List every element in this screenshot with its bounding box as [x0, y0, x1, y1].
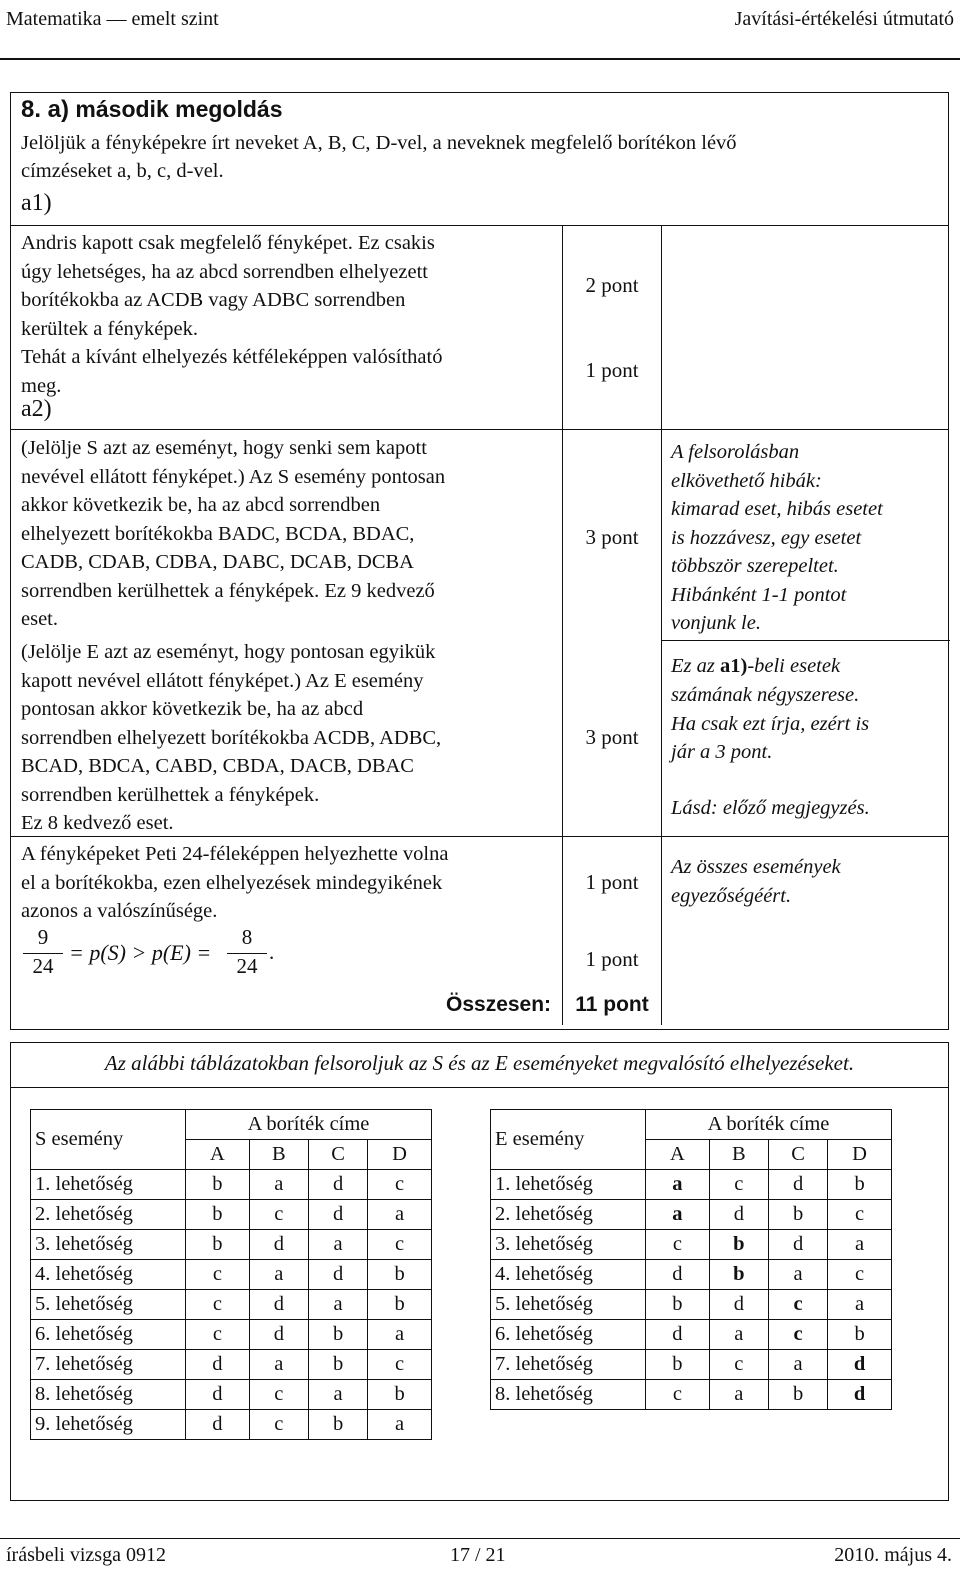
table-cell: d [768, 1170, 827, 1200]
text-line: kimarad eset, hibás esetet [671, 498, 883, 520]
total-points: 11 pont [575, 993, 649, 1016]
column-header: C [308, 1140, 367, 1170]
text-line: Ez 8 kedvező eset. [21, 812, 174, 834]
table-cell: c [646, 1230, 710, 1260]
note-text: Ez az [671, 655, 720, 677]
row-label: 9. lehetőség [31, 1410, 186, 1440]
table-cell: d [646, 1320, 710, 1350]
text-line: elhelyezett borítékokba BADC, BCDA, BDAC, [21, 522, 415, 545]
table-cell: c [768, 1290, 827, 1320]
footer-page-number: 17 / 21 [450, 1544, 506, 1566]
text-line: jár a 3 pont. [671, 741, 773, 763]
table-cell: c [186, 1320, 250, 1350]
text-line: el a borítékokba, ezen elhelyezések mindegyikének [21, 871, 443, 894]
table-cell: b [368, 1380, 432, 1410]
table-row [491, 1290, 892, 1320]
text-line: egyezőségéért. [671, 884, 792, 907]
text-line: vonjunk le. [671, 612, 761, 634]
table-cell: b [186, 1170, 250, 1200]
table-row [31, 1200, 432, 1230]
column-header: D [828, 1140, 892, 1170]
text-line: Hibánként 1-1 pontot [671, 583, 847, 606]
table-cell: b [308, 1410, 367, 1440]
text-line: is hozzávesz, egy esetet [671, 526, 862, 549]
table-row [491, 1350, 892, 1380]
table-cell: a [646, 1200, 710, 1230]
text-line: pontosan akkor következik be, ha az abcd [21, 698, 364, 720]
table-cell: c [186, 1290, 250, 1320]
table-cell: c [368, 1170, 432, 1200]
row-label: 2. lehetőség [31, 1200, 186, 1230]
points-peti: 1 pont [585, 870, 639, 894]
text-line: úgy lehetséges, ha az abcd sorrendben elhelyezett [21, 260, 428, 283]
table-cell: d [828, 1350, 892, 1380]
column-group-header: A boríték címe [186, 1110, 432, 1140]
row-label: 6. lehetőség [31, 1320, 186, 1350]
table-cell: a [828, 1290, 892, 1320]
table-cell: a [308, 1230, 367, 1260]
formula-period: . [269, 940, 275, 964]
text-line: többször szerepeltet. [671, 555, 839, 577]
table-cell: b [768, 1200, 827, 1230]
table-cell: b [308, 1350, 367, 1380]
text-line: kapott nevével ellátott fényképet.) Az E esemény [21, 669, 424, 692]
table-row [31, 1260, 432, 1290]
text-line: Andris kapott csak megfelelő fényképet. Ez csakis [21, 232, 435, 254]
summary-rule [11, 1087, 948, 1088]
table-cell: c [709, 1350, 768, 1380]
e-event-table [490, 1109, 892, 1410]
text-line: sorrendben kerülhettek a fényképek. [21, 783, 320, 806]
row-label: 1. lehetőség [491, 1170, 646, 1200]
table-row [491, 1230, 892, 1260]
table-cell: a [308, 1380, 367, 1410]
numerator: 8 [241, 925, 253, 949]
table-row [491, 1320, 892, 1350]
table-cell: d [186, 1380, 250, 1410]
column-header: B [709, 1140, 768, 1170]
table-cell: b [186, 1230, 250, 1260]
text-line: Az összes események [671, 856, 841, 878]
text-line: borítékokba az ACDB vagy ADBC sorrendben [21, 289, 406, 311]
table-row [31, 1380, 432, 1410]
points-formula: 1 pont [585, 947, 639, 971]
row-label: 3. lehetőség [31, 1230, 186, 1260]
points-e-event: 3 pont [585, 725, 639, 749]
footer-exam-code: írásbeli vizsga 0912 [6, 1544, 166, 1566]
points-s-event: 3 pont [585, 525, 639, 549]
row-label: 5. lehetőség [31, 1290, 186, 1320]
table-cell: c [709, 1170, 768, 1200]
table-cell: c [768, 1320, 827, 1350]
table-cell: a [368, 1410, 432, 1440]
row-divider [11, 429, 948, 430]
table-title: S esemény [31, 1110, 186, 1170]
table-cell: a [249, 1350, 308, 1380]
header-guide-title: Javítási-értékelési útmutató [734, 8, 954, 30]
row-label: 3. lehetőség [491, 1230, 646, 1260]
table-cell: a [308, 1290, 367, 1320]
fraction-8-24 [227, 925, 267, 979]
section-title [21, 95, 283, 125]
table-cell: c [368, 1350, 432, 1380]
table-cell: b [646, 1350, 710, 1380]
denominator: 24 [227, 953, 267, 979]
row-label: 1. lehetőség [31, 1170, 186, 1200]
table-cell: d [249, 1320, 308, 1350]
table-cell: b [368, 1260, 432, 1290]
table-cell: b [709, 1260, 768, 1290]
text-line: sorrendben kerülhettek a fényképek. Ez 9 kedvező [21, 579, 435, 602]
table-row [31, 1410, 432, 1440]
table-cell: b [768, 1380, 827, 1410]
table-cell: c [249, 1200, 308, 1230]
table-cell: a [249, 1170, 308, 1200]
note-text: -beli esetek [747, 655, 841, 677]
text-line: akkor következik be, ha az abcd sorrendben [21, 494, 381, 516]
footer-date: 2010. május 4. [834, 1544, 952, 1566]
header-subject: Matematika — emelt szint [6, 8, 219, 30]
table-cell: c [186, 1260, 250, 1290]
table-cell: a [709, 1380, 768, 1410]
table-cell: d [646, 1260, 710, 1290]
table-cell: c [249, 1410, 308, 1440]
text-line: eset. [21, 608, 58, 630]
text-line: A fényképeket Peti 24-féleképpen helyezhette volna [21, 843, 449, 865]
table-cell: c [249, 1380, 308, 1410]
note-divider [661, 640, 950, 641]
table-cell: c [368, 1230, 432, 1260]
table-cell: d [828, 1380, 892, 1410]
solution-box [10, 92, 949, 1030]
table-cell: c [646, 1380, 710, 1410]
column-header: D [368, 1140, 432, 1170]
denominator: 24 [23, 953, 63, 979]
row-label: 5. lehetőség [491, 1290, 646, 1320]
text-line: számának négyszerese. [671, 684, 860, 706]
column-header: A [186, 1140, 250, 1170]
text-line: BCAD, BDCA, CABD, CBDA, DACB, DBAC [21, 755, 414, 777]
row-label: 2. lehetőség [491, 1200, 646, 1230]
table-cell: a [768, 1260, 827, 1290]
table-row [491, 1380, 892, 1410]
table-row [31, 1230, 432, 1260]
s-event-table [30, 1109, 432, 1440]
footer-rule [0, 1538, 960, 1539]
a2-label: a2) [21, 396, 52, 422]
table-row [31, 1350, 432, 1380]
text-line: Tehát a kívánt elhelyezés kétféleképpen valósítható [21, 346, 443, 368]
section-number: 8. a) [21, 96, 70, 123]
table-cell: a [828, 1230, 892, 1260]
column-header: B [249, 1140, 308, 1170]
table-cell: d [186, 1350, 250, 1380]
table-title: E esemény [491, 1110, 646, 1170]
text-line: A felsorolásban [671, 441, 800, 463]
text-line: (Jelölje S azt az eseményt, hogy senki sem kapott [21, 437, 427, 459]
table-cell: d [249, 1230, 308, 1260]
column-divider [661, 225, 662, 1025]
summary-caption: Az alábbi táblázatokban felsoroljuk az S és az E eseményeket megvalósító elhelyezéseket. [104, 1051, 855, 1075]
points-a1: 2 pont [585, 273, 639, 297]
table-row [31, 1170, 432, 1200]
table-cell: b [828, 1170, 892, 1200]
probability-comparison: = p(S) > p(E) = [69, 940, 212, 965]
row-label: 7. lehetőség [491, 1350, 646, 1380]
text-line: Ha csak ezt írja, ezért is [671, 712, 870, 735]
row-label: 8. lehetőség [491, 1380, 646, 1410]
text-line: (Jelölje E azt az eseményt, hogy pontosan egyikük [21, 641, 436, 663]
fraction-9-24 [23, 925, 63, 979]
table-cell: d [308, 1170, 367, 1200]
table-cell: c [828, 1260, 892, 1290]
column-header: C [768, 1140, 827, 1170]
table-cell: b [828, 1320, 892, 1350]
table-cell: c [828, 1200, 892, 1230]
table-cell: b [709, 1230, 768, 1260]
column-group-header: A boríték címe [646, 1110, 892, 1140]
table-cell: b [368, 1290, 432, 1320]
text-line: elkövethető hibák: [671, 469, 822, 492]
row-label: 4. lehetőség [31, 1260, 186, 1290]
text-line: meg. [21, 374, 62, 397]
table-cell: a [368, 1320, 432, 1350]
table-cell: a [368, 1200, 432, 1230]
table-cell: d [768, 1230, 827, 1260]
table-cell: a [768, 1350, 827, 1380]
table-cell: b [186, 1200, 250, 1230]
table-cell: d [709, 1290, 768, 1320]
points-a1-b: 1 pont [585, 358, 639, 382]
table-cell: d [249, 1290, 308, 1320]
page-header [0, 0, 960, 64]
table-cell: a [709, 1320, 768, 1350]
table-row [31, 1320, 432, 1350]
table-cell: a [646, 1170, 710, 1200]
row-divider [11, 225, 948, 226]
text-line: CADB, CDAB, CDBA, DABC, DCAB, DCBA [21, 551, 414, 573]
table-cell: a [249, 1260, 308, 1290]
column-divider [562, 225, 563, 1025]
text-line: nevével ellátott fényképet.) Az S esemény pontosan [21, 465, 446, 488]
note-bold: a1) [719, 655, 748, 677]
total-label: Összesen: [446, 993, 552, 1016]
intro-line-1: Jelöljük a fényképekre írt neveket A, B, C, D-vel, a neveknek megfelelő borítékon lévő [21, 132, 737, 154]
table-cell: d [308, 1260, 367, 1290]
row-label: 8. lehetőség [31, 1380, 186, 1410]
table-cell: d [308, 1200, 367, 1230]
table-cell: d [709, 1200, 768, 1230]
row-label: 4. lehetőség [491, 1260, 646, 1290]
a1-label: a1) [21, 190, 52, 216]
table-cell: b [646, 1290, 710, 1320]
note-a1-multiple [671, 652, 840, 681]
table-cell: d [186, 1410, 250, 1440]
table-row [491, 1260, 892, 1290]
table-cell: b [308, 1320, 367, 1350]
column-header: A [646, 1140, 710, 1170]
section-subtitle: második megoldás [69, 96, 283, 122]
note-see-previous: Lásd: előző megjegyzés. [671, 797, 870, 819]
text-line: kerültek a fényképek. [21, 317, 199, 340]
row-divider [11, 836, 948, 837]
intro-line-2: címzéseket a, b, c, d-vel. [21, 160, 224, 182]
row-label: 6. lehetőség [491, 1320, 646, 1350]
text-line: sorrendben elhelyezett borítékokba ACDB, ADBC, [21, 726, 442, 749]
table-row [491, 1170, 892, 1200]
table-row [491, 1200, 892, 1230]
table-row [31, 1290, 432, 1320]
text-line: azonos a valószínűsége. [21, 900, 218, 922]
header-rule [0, 58, 960, 60]
numerator: 9 [37, 925, 49, 949]
row-label: 7. lehetőség [31, 1350, 186, 1380]
